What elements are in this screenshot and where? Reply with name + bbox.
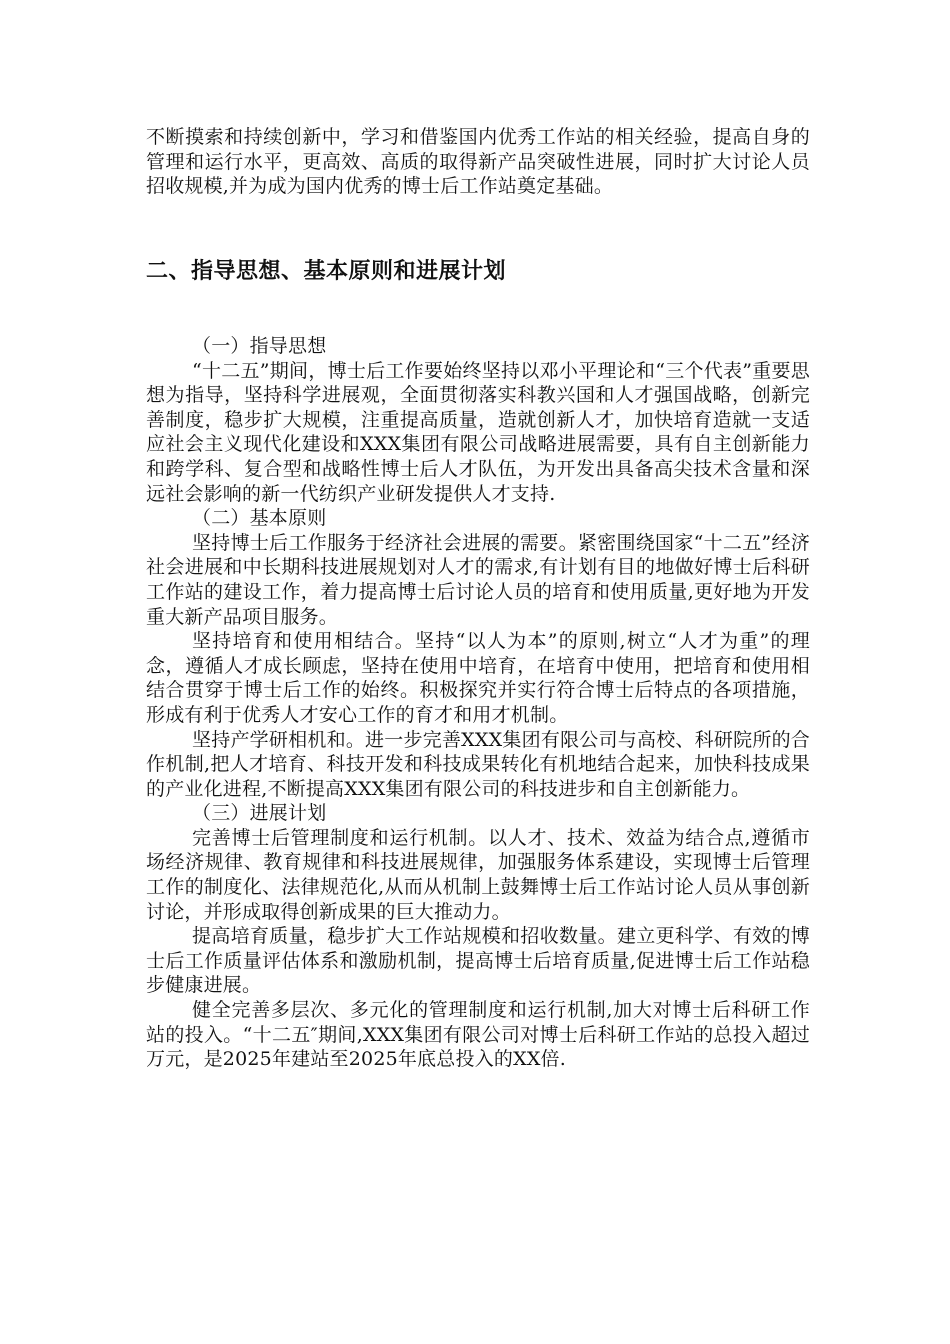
subsection-title-guiding-ideology: （一）指导思想 bbox=[192, 335, 327, 357]
paragraph-guiding-ideology: “十二五”期间，博士后工作要始终坚持以邓小平理论和“三个代表”重要思想为指导，坚持科学进展观，全面贯彻落实科教兴国和人才强国战略，创新完善制度，稳步扩大规模，注重提高质量，造就创新人才，加快培育造就一支适应社会主义现代化建设和XXX集团有限公司战略进展需要，具有自主创新能力和跨学科、复合型和战略性博士后人才队伍，为开发出具备高尖技术含量和深远社会影响的新一代纺织产业研发提供人才支持. bbox=[146, 359, 810, 505]
paragraph-principle-1: 坚持博士后工作服务于经济社会进展的需要。紧密围绕国家“十二五”经济社会进展和中长期科技进展规划对人才的需求,有计划有目的地做好博士后科研工作站的建设工作，着力提高博士后讨论人员的培育和使用质量,更好地为开发重大新产品项目服务。 bbox=[146, 531, 810, 628]
section-body bbox=[146, 334, 810, 1072]
intro-text: 不断摸索和持续创新中，学习和借鉴国内优秀工作站的相关经验，提高自身的管理和运行水平，更高效、高质的取得新产品突破性进展，同时扩大讨论人员招收规模,并为成为国内优秀的博士后工作站奠定基础。 bbox=[146, 126, 810, 198]
paragraph-principle-2: 坚持培育和使用相结合。坚持“以人为本”的原则,树立“人才为重”的理念，遵循人才成长顾虑，坚持在使用中培育，在培育中使用，把培育和使用相结合贯穿于博士后工作的始终。积极探究并实行符合博士后特点的各项措施，形成有利于优秀人才安心工作的育才和用才机制。 bbox=[146, 630, 810, 726]
subsection-title-basic-principles: （二）基本原则 bbox=[192, 507, 327, 530]
paragraph-plan-1: 完善博士后管理制度和运行机制。以人才、技术、效益为结合点,遵循市场经济规律、教育规律和科技进展规律，加强服务体系建设，实现博士后管理工作的制度化、法律规范化,从而从机制上鼓舞博士后工作站讨论人员从事创新讨论，并形成取得创新成果的巨大推动力。 bbox=[146, 826, 810, 923]
subsection-title-development-plan: （三）进展计划 bbox=[192, 802, 327, 825]
paragraph-plan-3: 健全完善多层次、多元化的管理制度和运行机制,加大对博士后科研工作站的投入。“十二五″期间,XXX集团有限公司对博士后科研工作站的总投入超过万元，是2025年建站至2025年底总投入的XX倍. bbox=[146, 999, 810, 1071]
paragraph-plan-2: 提高培育质量，稳步扩大工作站规模和招收数量。建立更科学、有效的博士后工作质量评估体系和激励机制，提高博士后培育质量,促进博士后工作站稳步健康进展。 bbox=[146, 925, 810, 997]
intro-paragraph bbox=[146, 125, 810, 199]
section-heading: 二、指导思想、基本原则和进展计划 bbox=[146, 259, 507, 284]
paragraph-principle-3: 坚持产学研相机和。进一步完善XXX集团有限公司与高校、科研院所的合作机制,把人才培育、科技开发和科技成果转化有机地结合起来，加快科技成果的产业化进程,不断提高XXX集团有限公司的科技进步和自主创新能力。 bbox=[146, 728, 810, 800]
